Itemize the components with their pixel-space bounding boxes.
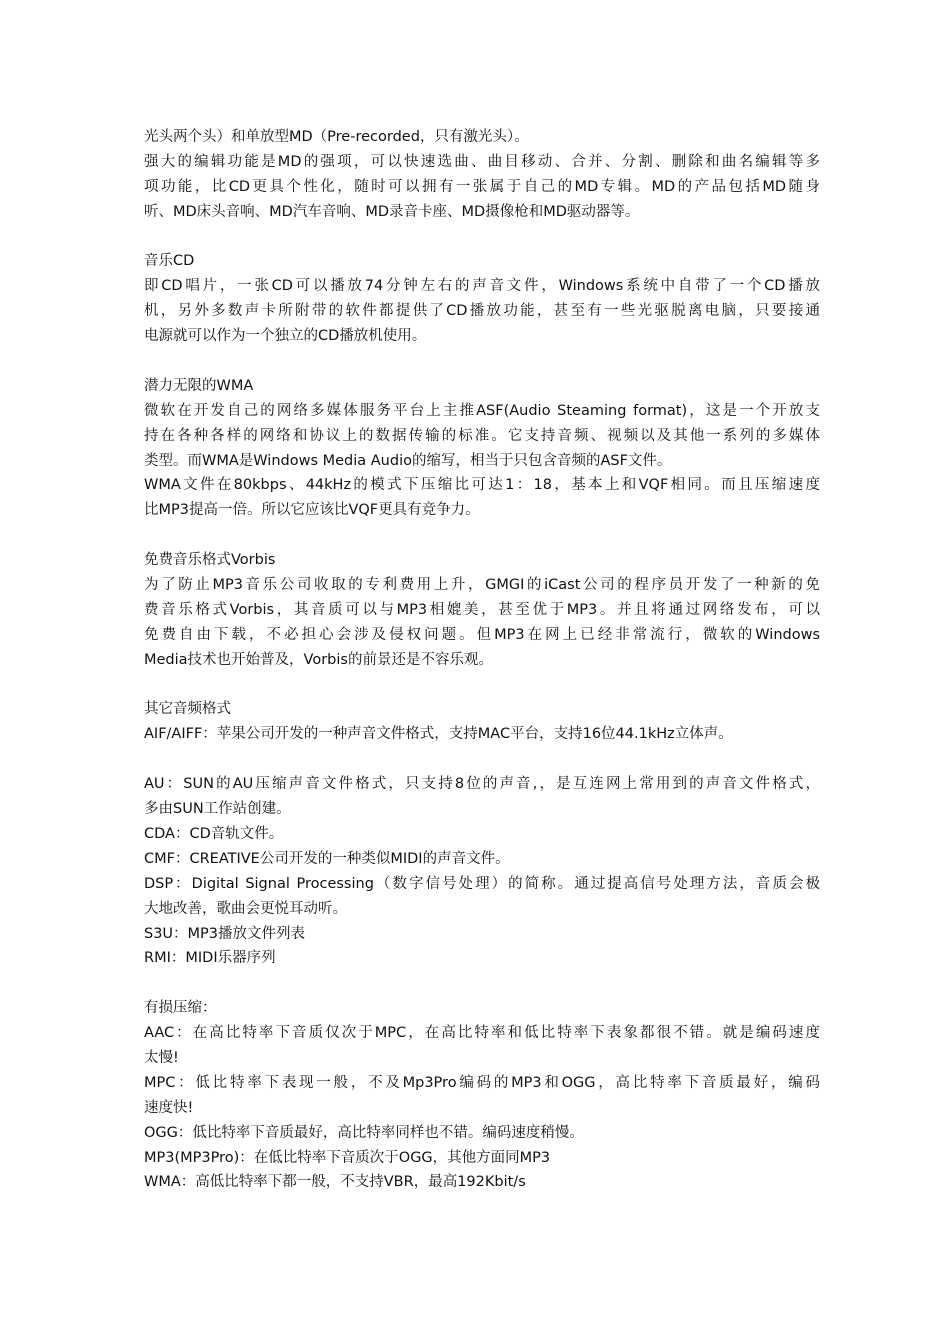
text-line: MPC：低比特率下表现一般，不及Mp3Pro编码的MP3和OGG，高比特率下音质最好，编码	[144, 1074, 820, 1091]
text-line: 多由SUN工作站创建。	[144, 801, 291, 818]
text-line: 比MP3提高一倍。所以它应该比VQF更具有竞争力。	[144, 502, 480, 519]
text-line: 费音乐格式Vorbis，其音质可以与MP3相媲美，甚至优于MP3。并且将通过网络发布，可以	[144, 601, 820, 618]
text-line: 免费自由下载，不必担心会涉及侵权问题。但MP3在网上已经非常流行，微软的Windows	[144, 626, 820, 643]
text-line: 持在各种各样的网络和协议上的数据传输的标准。它支持音频、视频以及其他一系列的多媒体	[144, 427, 820, 444]
text-line: Media技术也开始普及，Vorbis的前景还是不容乐观。	[144, 651, 493, 668]
text-line: MP3(MP3Pro)：在低比特率下音质次于OGG，其他方面同MP3	[144, 1149, 551, 1166]
text-line: S3U：MP3播放文件列表	[144, 925, 306, 942]
blank-line	[144, 971, 820, 996]
text-line: 有损压缩：	[144, 1000, 217, 1017]
text-line: 机，另外多数声卡所附带的软件都提供了CD播放功能，甚至有一些光驱脱离电脑，只要接通	[144, 303, 820, 320]
text-line: 为了防止MP3音乐公司收取的专利费用上升，GMGI的iCast公司的程序员开发了一种新的免	[144, 577, 820, 594]
text-line: CMF：CREATIVE公司开发的一种类似MIDI的声音文件。	[144, 850, 510, 867]
text-line: 其它音频格式	[144, 701, 231, 718]
document-page	[144, 125, 820, 1195]
text-line: 音乐CD	[144, 253, 195, 270]
text-line: CDA：CD音轨文件。	[144, 825, 284, 842]
blank-line	[144, 747, 820, 772]
text-line: OGG：低比特率下音质最好，高比特率同样也不错。编码速度稍慢。	[144, 1124, 584, 1141]
text-line: 项功能，比CD更具个性化，随时可以拥有一张属于自己的MD专辑。MD的产品包括MD随身	[144, 178, 820, 195]
blank-line	[144, 673, 820, 698]
text-line: 即CD唱片，一张CD可以播放74分钟左右的声音文件，Windows系统中自带了一个CD播放	[144, 278, 820, 295]
text-line: AAC：在高比特率下音质仅次于MPC，在高比特率和低比特率下表象都很不错。就是编码速度	[144, 1025, 820, 1042]
text-line: AIF/AIFF：苹果公司开发的一种声音文件格式，支持MAC平台，支持16位44.1kHz立体声。	[144, 726, 733, 743]
text-line: AU：SUN的AU压缩声音文件格式，只支持8位的声音,，是互连网上常用到的声音文件格式，	[144, 776, 820, 793]
text-line: 微软在开发自己的网络多媒体服务平台上主推ASF(Audio Steaming format)，这是一个开放支	[144, 402, 820, 419]
text-line: 类型。而WMA是Windows Media Audio的缩写，相当于只包含音频的ASF文件。	[144, 452, 672, 469]
text-line: DSP：Digital Signal Processing（数字信号处理）的简称。通过提高信号处理方法，音质会极	[144, 875, 820, 892]
text-line: 听、MD床头音响、MD汽车音响、MD录音卡座、MD摄像枪和MD驱动器等。	[144, 203, 640, 220]
text-line: 电源就可以作为一个独立的CD播放机使用。	[144, 328, 427, 345]
blank-line	[144, 225, 820, 250]
text-line: 潜力无限的WMA	[144, 377, 254, 394]
text-line: WMA：高低比特率下都一般，不支持VBR，最高192Kbit/s	[144, 1174, 526, 1191]
text-line: 速度快!	[144, 1099, 194, 1116]
blank-line	[144, 349, 820, 374]
text-line: 太慢!	[144, 1049, 179, 1066]
text-line: 大地改善，歌曲会更悦耳动听。	[144, 900, 347, 917]
text-line: 免费音乐格式Vorbis	[144, 552, 276, 569]
text-line: WMA文件在80kbps、44kHz的模式下压缩比可达1：18，基本上和VQF相同。而且压缩速度	[144, 477, 820, 494]
text-line: RMI：MIDI乐器序列	[144, 950, 276, 967]
text-line: 光头两个头）和单放型MD（Pre-recorded，只有激光头）。	[144, 129, 529, 145]
blank-line	[144, 523, 820, 548]
text-line: 强大的编辑功能是MD的强项，可以快速选曲、曲目移动、合并、分割、删除和曲名编辑等多	[144, 153, 820, 170]
